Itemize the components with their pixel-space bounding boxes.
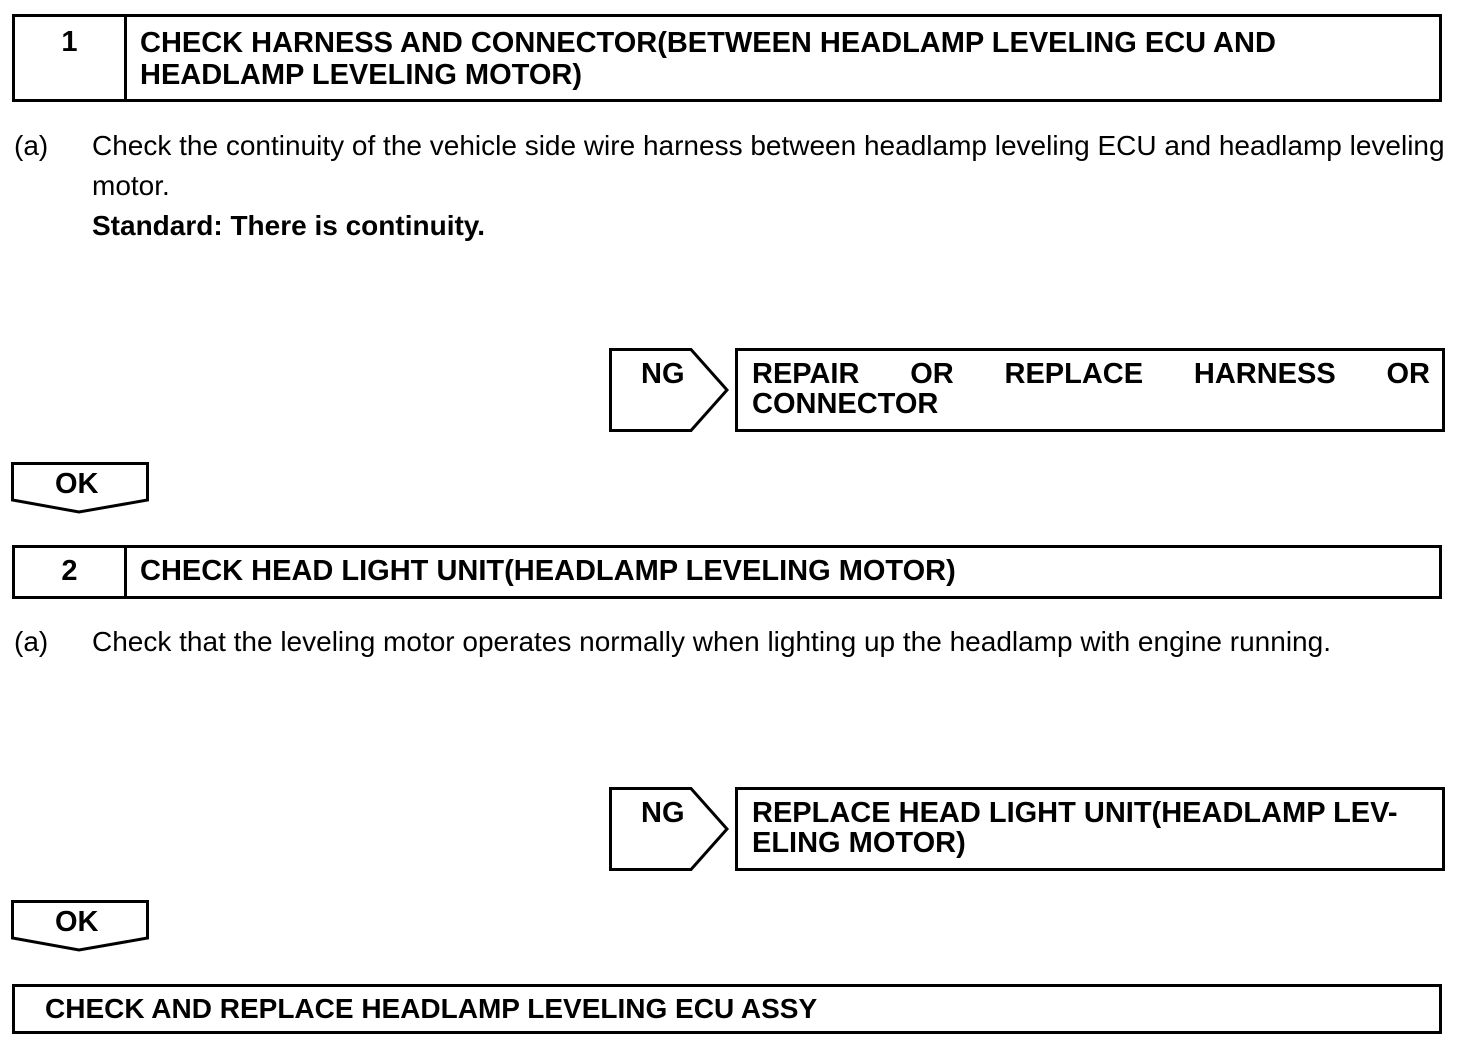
step-1-ng-action: [735, 348, 1445, 432]
step-2-ok-tag: [11, 900, 149, 952]
step-2-ok-label: OK: [55, 906, 99, 938]
final-action-box: CHECK AND REPLACE HEADLAMP LEVELING ECU ASSY: [12, 984, 1442, 1034]
step-2-ng-label: NG: [641, 797, 685, 829]
step-1-substep: [14, 126, 1454, 246]
step-2-substep-text: Check that the leveling motor operates normally when lighting up the headlamp with engine running.: [92, 626, 1331, 657]
step-1-title: CHECK HARNESS AND CONNECTOR(BETWEEN HEADLAMP LEVELING ECU AND HEADLAMP LEVELING MOTOR): [140, 27, 1276, 91]
step-1-ok-tag: [11, 462, 149, 514]
step-2-ng-action-line2: ELING MOTOR): [752, 827, 966, 859]
step-1-header: [12, 14, 1442, 102]
step-1-number: 1: [15, 17, 127, 99]
step-1-ok-label: OK: [55, 468, 99, 500]
step-2-ng-action-line1: REPLACE HEAD LIGHT UNIT(HEADLAMP LEV-: [752, 797, 1398, 829]
step-1-ng-action-line2: CONNECTOR: [752, 388, 939, 420]
step-1-substep-letter: (a): [14, 130, 49, 161]
step-2-substep: [14, 622, 1454, 662]
step-2-number: 2: [15, 548, 127, 596]
step-1-ng-tag: [609, 348, 731, 432]
step-2-substep-letter: (a): [14, 626, 49, 657]
step-2-ng-tag: [609, 787, 731, 871]
step-1-standard: Standard: There is continuity.: [92, 210, 486, 241]
step-2-title: CHECK HEAD LIGHT UNIT(HEADLAMP LEVELING MOTOR): [140, 555, 956, 587]
step-1-ng-action-line1: REPAIR OR REPLACE HARNESS OR: [752, 358, 1430, 390]
step-2-ng-action: [735, 787, 1445, 871]
step-2-header: [12, 545, 1442, 599]
step-1-substep-text: Check the continuity of the vehicle side wire harness between headlamp leveling ECU and headlamp leveling motor.: [92, 130, 1445, 201]
step-1-ng-label: NG: [641, 358, 685, 390]
